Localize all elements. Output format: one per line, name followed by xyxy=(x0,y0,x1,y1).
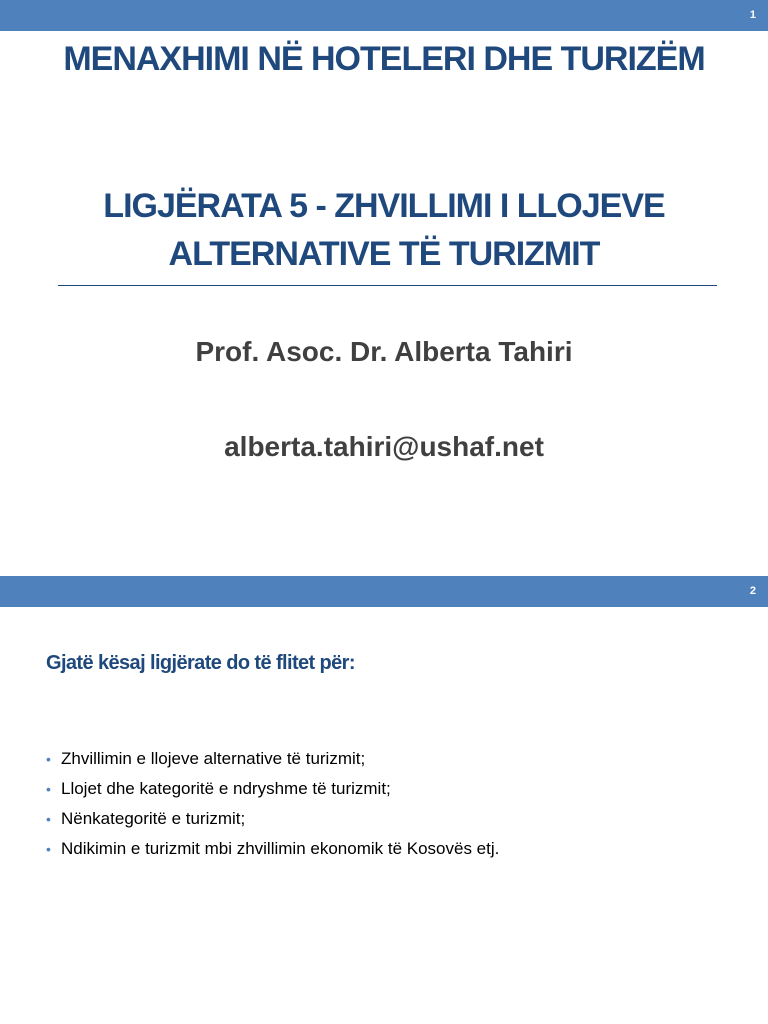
bullet-icon: • xyxy=(46,751,51,767)
list-item-text: Zhvillimin e llojeve alternative të turizmit; xyxy=(61,749,366,768)
list-item-text: Nënkategoritë e turizmit; xyxy=(61,809,246,828)
list-item xyxy=(46,834,499,864)
course-title: MENAXHIMI NË HOTELERI DHE TURIZËM xyxy=(63,40,705,78)
bullet-icon: • xyxy=(46,781,51,797)
page-number: 2 xyxy=(749,585,756,597)
slide-2 xyxy=(0,576,768,1024)
slide-header-bar xyxy=(0,576,768,607)
list-item-text: Llojet dhe kategoritë e ndryshme të turizmit; xyxy=(61,779,391,798)
author-name: Prof. Asoc. Dr. Alberta Tahiri xyxy=(195,336,573,367)
bullet-icon: • xyxy=(46,811,51,827)
intro-heading: Gjatë kësaj ligjërate do të flitet për: xyxy=(46,652,355,674)
title-divider xyxy=(58,285,717,286)
list-item xyxy=(46,774,499,804)
topic-list xyxy=(46,744,499,864)
bullet-icon: • xyxy=(46,841,51,857)
list-item-text: Ndikimin e turizmit mbi zhvillimin ekonomik të Kosovës etj. xyxy=(61,839,500,858)
list-item xyxy=(46,804,499,834)
page-number: 1 xyxy=(749,9,756,21)
lecture-title: LIGJËRATA 5 - ZHVILLIMI I LLOJEVE ALTERNATIVE TË TURIZMIT xyxy=(103,187,665,273)
author-email: alberta.tahiri@ushaf.net xyxy=(224,431,544,462)
slide-header-bar xyxy=(0,0,768,31)
list-item xyxy=(46,744,499,774)
